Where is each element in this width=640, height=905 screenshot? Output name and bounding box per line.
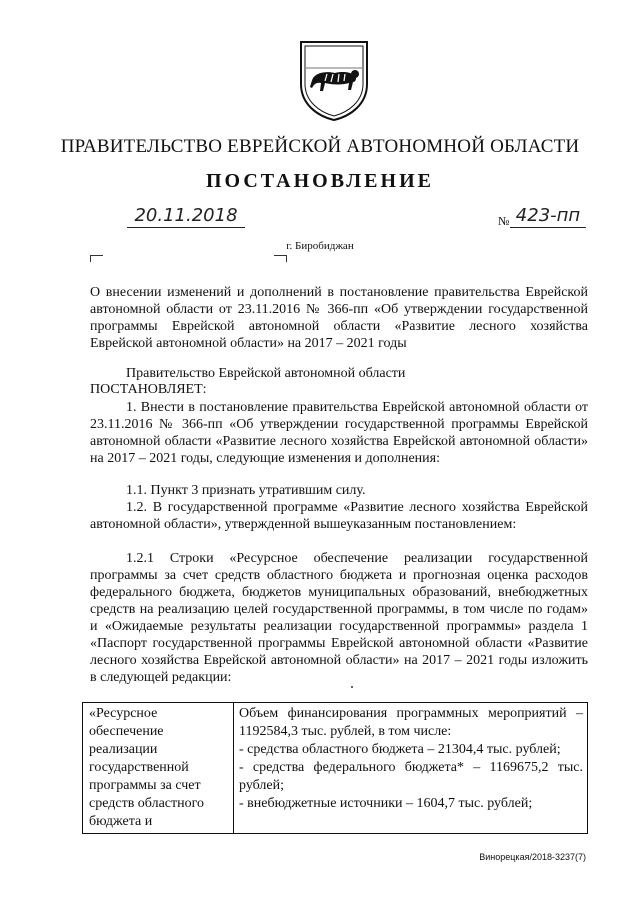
- document-date: 20.11.2018: [127, 205, 245, 228]
- number-label: №: [498, 214, 510, 228]
- paragraph-1-1: 1.1. Пункт 3 признать утратившим силу.: [126, 483, 366, 498]
- paragraph-1-2: 1.2. В государственной программе «Развитие лесного хозяйства Еврейской автономной области», утвержденной вышеуказанным постановлением:: [90, 500, 588, 532]
- table-cell-label: «Ресурсное обеспечение реализации государственной программы за счет средств областного бюджета и: [83, 703, 234, 834]
- table-cell-content: [234, 703, 588, 834]
- document-number: 423-пп: [510, 205, 586, 228]
- resource-table: [82, 702, 588, 834]
- table-line: - внебюджетные источники – 1604,7 тыс. рублей;: [239, 796, 533, 811]
- stray-dot: [351, 686, 353, 688]
- decree-word: ПОСТАНОВЛЯЕТ:: [90, 382, 207, 397]
- table-line: - средства областного бюджета – 21304,4 тыс. рублей;: [239, 742, 561, 757]
- city-line: г. Биробиджан: [286, 240, 354, 252]
- document-heading: О внесении изменений и дополнений в постановление правительства Еврейской автономной области от 23.11.2016 № 366-пп «Об утверждении государственной программы Еврейской автономной области «Развитие лесного хозяйства Еврейской автономной области» на 2017 – 2021 годы: [90, 285, 588, 351]
- footer-reference: Винорецкая/2018-3237(7): [479, 852, 586, 862]
- corner-mark-right: [274, 255, 287, 262]
- preamble-text: Правительство Еврейской автономной области: [126, 366, 406, 381]
- coat-of-arms-emblem: [297, 38, 371, 122]
- government-title: ПРАВИТЕЛЬСТВО ЕВРЕЙСКОЙ АВТОНОМНОЙ ОБЛАСТИ: [60, 136, 580, 157]
- paragraph-1: 1. Внести в постановление правительства Еврейской автономной области от 23.11.2016 № 366-пп «Об утверждении государственной программы Еврейской автономной области «Развитие лесного хозяйства Еврейской автономной области» на 2017 – 2021 годы, следующие изменения и дополнения:: [90, 400, 588, 466]
- table-line: Объем финансирования программных мероприятий – 1192584,3 тыс. рублей, в том числе:: [239, 706, 583, 739]
- paragraph-1-2-1: 1.2.1 Строки «Ресурсное обеспечение реализации государственной программы за счет средств областного бюджета и прогнозная оценка расходов федерального бюджета, бюджетов муниципальных образований, внебюджетных средств на реализацию целей государственной программы, в том числе по годам» и «Ожидаемые результаты реализации государственной программы» раздела 1 «Паспорт государственной программы Еврейской автономной области «Развитие лесного хозяйства Еврейской автономной области» на 2017 – 2021 годы изложить в следующей редакции:: [90, 551, 588, 685]
- document-type-title: ПОСТАНОВЛЕНИЕ: [206, 170, 434, 192]
- table-row: [83, 703, 588, 834]
- table-line: - средства федерального бюджета* – 1169675,2 тыс. рублей;: [239, 760, 583, 793]
- corner-mark-left: [90, 255, 103, 262]
